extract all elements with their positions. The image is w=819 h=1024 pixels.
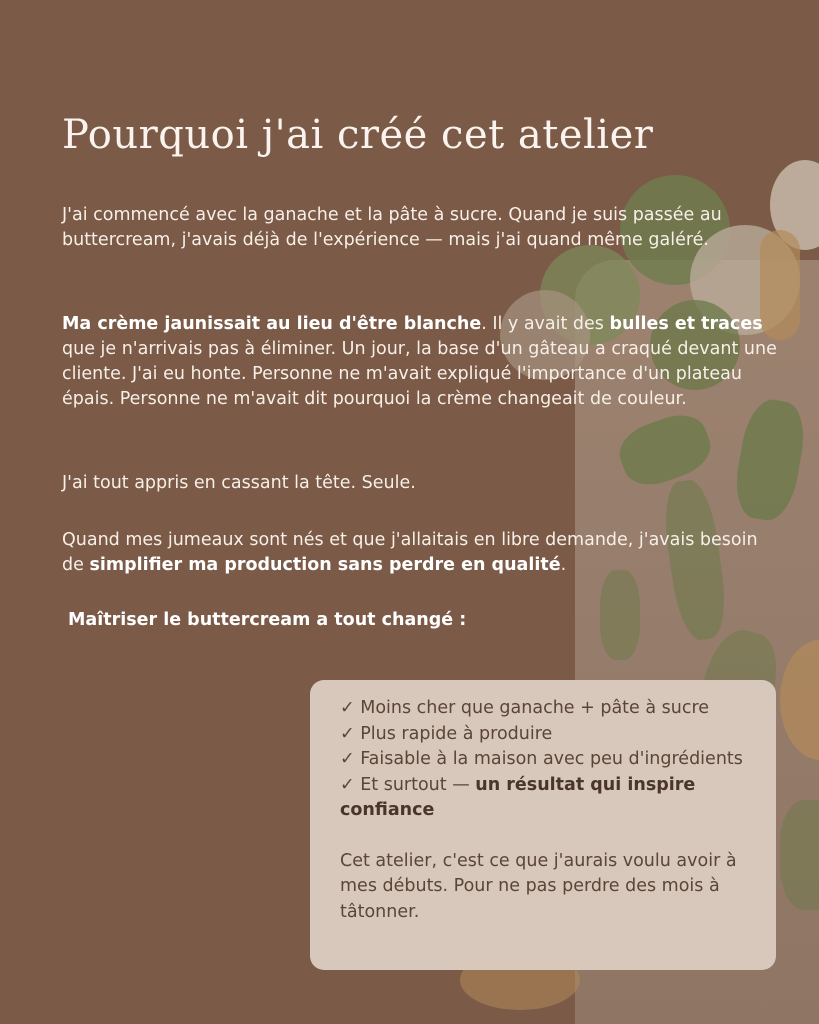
highlight-simplify: simplifier ma production sans perdre en qualité [89, 555, 561, 575]
closing-text: Cet atelier, c'est ce que j'aurais voulu avoir à mes débuts. Pour ne pas perdre des mois à tâtonner. [340, 850, 737, 922]
benefits-box [310, 680, 776, 970]
text-segment: que je n'arrivais pas à éliminer. Un jour, la base d'un gâteau a craqué devant une cliente. J'ai eu honte. Personne ne m'avait expliqué l'importance d'un plateau épais. Personne ne m'avait dit pourquoi la crème changeait de couleur. [62, 339, 777, 409]
text-segment: . [560, 555, 567, 575]
twins-paragraph [62, 528, 782, 578]
intro-paragraph: J'ai commencé avec la ganache et la pâte à sucre. Quand je suis passée au buttercream, j'avais déjà de l'expérience — mais j'ai quand même galéré. [62, 205, 722, 250]
highlight-confidence: un résultat qui inspire confiance [340, 774, 696, 820]
text-segment: ✓ Et surtout — [340, 774, 476, 795]
learned-alone-paragraph: J'ai tout appris en cassant la tête. Seule. [62, 473, 416, 493]
text-segment: Quand mes jumeaux sont nés et que j'allaitais en libre demande, j'avais besoin de [62, 530, 758, 575]
section-heading: Maîtriser le buttercream a tout changé : [68, 610, 467, 630]
benefit-item [340, 773, 750, 824]
text-segment: . Il y avait des [481, 314, 610, 334]
highlight-bubbles: bulles et traces [609, 314, 763, 334]
struggles-paragraph [62, 312, 782, 412]
benefit-item: ✓ Moins cher que ganache + pâte à sucre [340, 698, 710, 718]
benefit-item: ✓ Faisable à la maison avec peu d'ingrédients [340, 749, 743, 769]
benefit-item: ✓ Plus rapide à produire [340, 723, 553, 744]
page-title: Pourquoi j'ai créé cet atelier [62, 112, 654, 158]
highlight-yellowing: Ma crème jaunissait au lieu d'être blanche [62, 314, 482, 334]
